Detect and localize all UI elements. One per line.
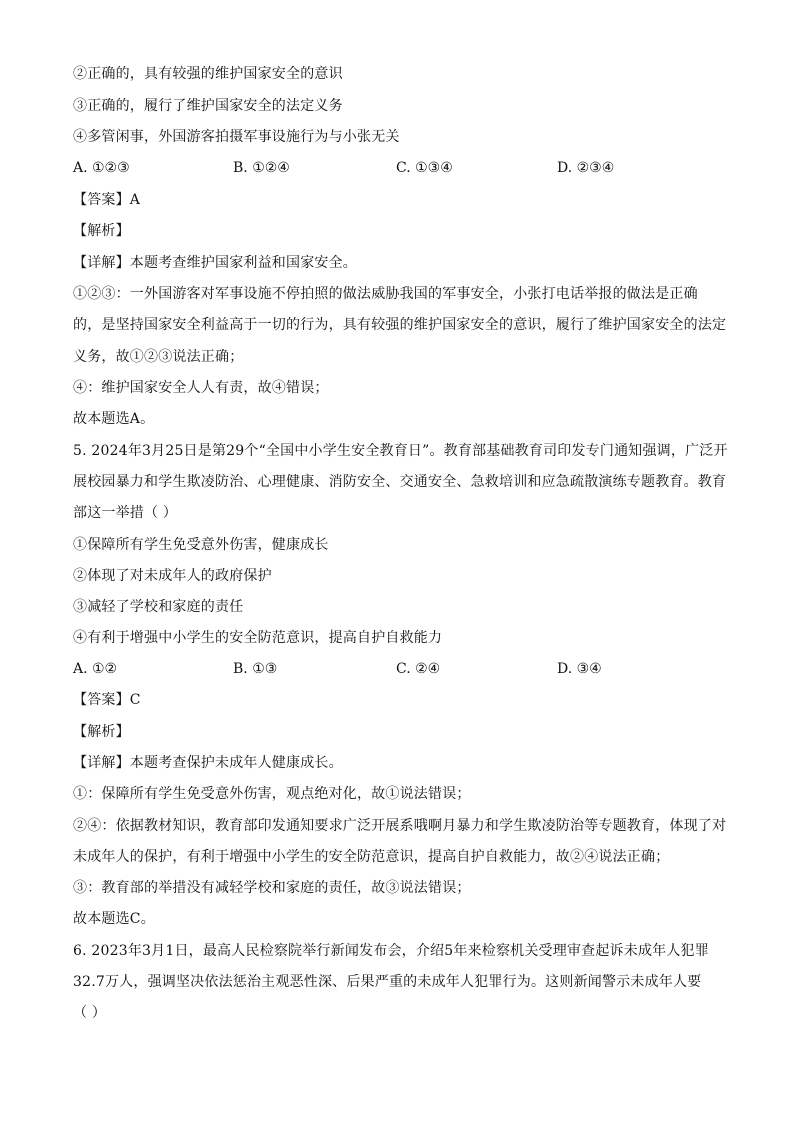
q5-explanation-2-line-2: 未成年人的保护，有利于增强中小学生的安全防范意识，提高自护自救能力，故②④说法正确；	[73, 849, 670, 865]
q5-explanation-3: ③：教育部的举措没有减轻学校和家庭的责任，故③说法错误；	[73, 880, 471, 896]
q4-option-b: B. ①②④	[233, 160, 290, 176]
q5-statement-2: ②体现了对未成年人的政府保护	[73, 568, 272, 584]
q6-stem-line-1: 6. 2023年3月1日，最高人民检察院举行新闻发布会，介绍5年来检察机关受理审查起诉未成年人犯罪	[73, 943, 709, 959]
q5-explanation-1: ①：保障所有学生免受意外伤害，观点绝对化，故①说法错误；	[73, 786, 471, 802]
q5-option-b: B. ①③	[233, 661, 278, 677]
q4-answer: 【答案】A	[73, 192, 141, 208]
q6-stem-line-3: （ ）	[73, 1005, 107, 1021]
q5-option-a: A. ①②	[73, 661, 118, 677]
q4-explanation-1-line-1: ①②③：一外国游客对军事设施不停拍照的做法威胁我国的军事安全，小张打电话举报的做法是正确	[73, 286, 698, 302]
q5-explanation-2-line-1: ②④：依据教材知识，教育部印发通知要求广泛开展系哦啊月暴力和学生欺凌防治等专题教育，体现了对	[73, 818, 727, 834]
q5-statement-3: ③减轻了学校和家庭的责任	[73, 599, 244, 615]
q4-explanation-1-line-3: 义务，故①②③说法正确；	[73, 349, 244, 365]
q4-analysis-label: 【解析】	[73, 223, 130, 239]
q4-statement-2: ②正确的，具有较强的维护国家安全的意识	[73, 66, 343, 82]
q5-stem-line-1: 5. 2024年3月25日是第29个“全国中小学生安全教育日”。教育部基础教育司印发专门通知强调，广泛开	[73, 443, 728, 459]
q5-option-c: C. ②④	[396, 661, 441, 677]
q4-conclusion: 故本题选A。	[73, 411, 155, 427]
q4-statement-3: ③正确的，履行了维护国家安全的法定义务	[73, 98, 343, 114]
q4-statement-4: ④多管闲事，外国游客拍摄军事设施行为与小张无关	[73, 129, 400, 145]
q6-stem-line-2: 32.7万人，强调坚决依法惩治主观恶性深、后果严重的未成年人犯罪行为。这则新闻警示未成年人要	[73, 974, 702, 990]
q4-option-d: D. ②③④	[557, 160, 615, 176]
q4-explanation-2: ④：维护国家安全人人有责，故④错误；	[73, 380, 329, 396]
q5-analysis-label: 【解析】	[73, 724, 130, 740]
q4-explanation-1-line-2: 的，是坚持国家安全利益高于一切的行为，具有较强的维护国家安全的意识，履行了维护国家安全的法定	[73, 317, 727, 333]
q5-option-d: D. ③④	[557, 661, 602, 677]
q5-stem-line-3: 部这一举措（ ）	[73, 505, 178, 521]
q5-detail: 【详解】本题考查保护未成年人健康成长。	[73, 755, 343, 771]
q4-option-a: A. ①②③	[73, 160, 130, 176]
q5-stem-line-2: 展校园暴力和学生欺凌防治、心理健康、消防安全、交通安全、急救培训和应急疏散演练专题教育。教育	[73, 474, 727, 490]
q4-option-c: C. ①③④	[396, 160, 453, 176]
q5-statement-4: ④有利于增强中小学生的安全防范意识，提高自护自救能力	[73, 630, 443, 646]
q5-answer: 【答案】C	[73, 692, 141, 708]
q5-conclusion: 故本题选C。	[73, 911, 155, 927]
q4-detail: 【详解】本题考查维护国家利益和国家安全。	[73, 255, 357, 271]
q5-statement-1: ①保障所有学生免受意外伤害，健康成长	[73, 537, 329, 553]
